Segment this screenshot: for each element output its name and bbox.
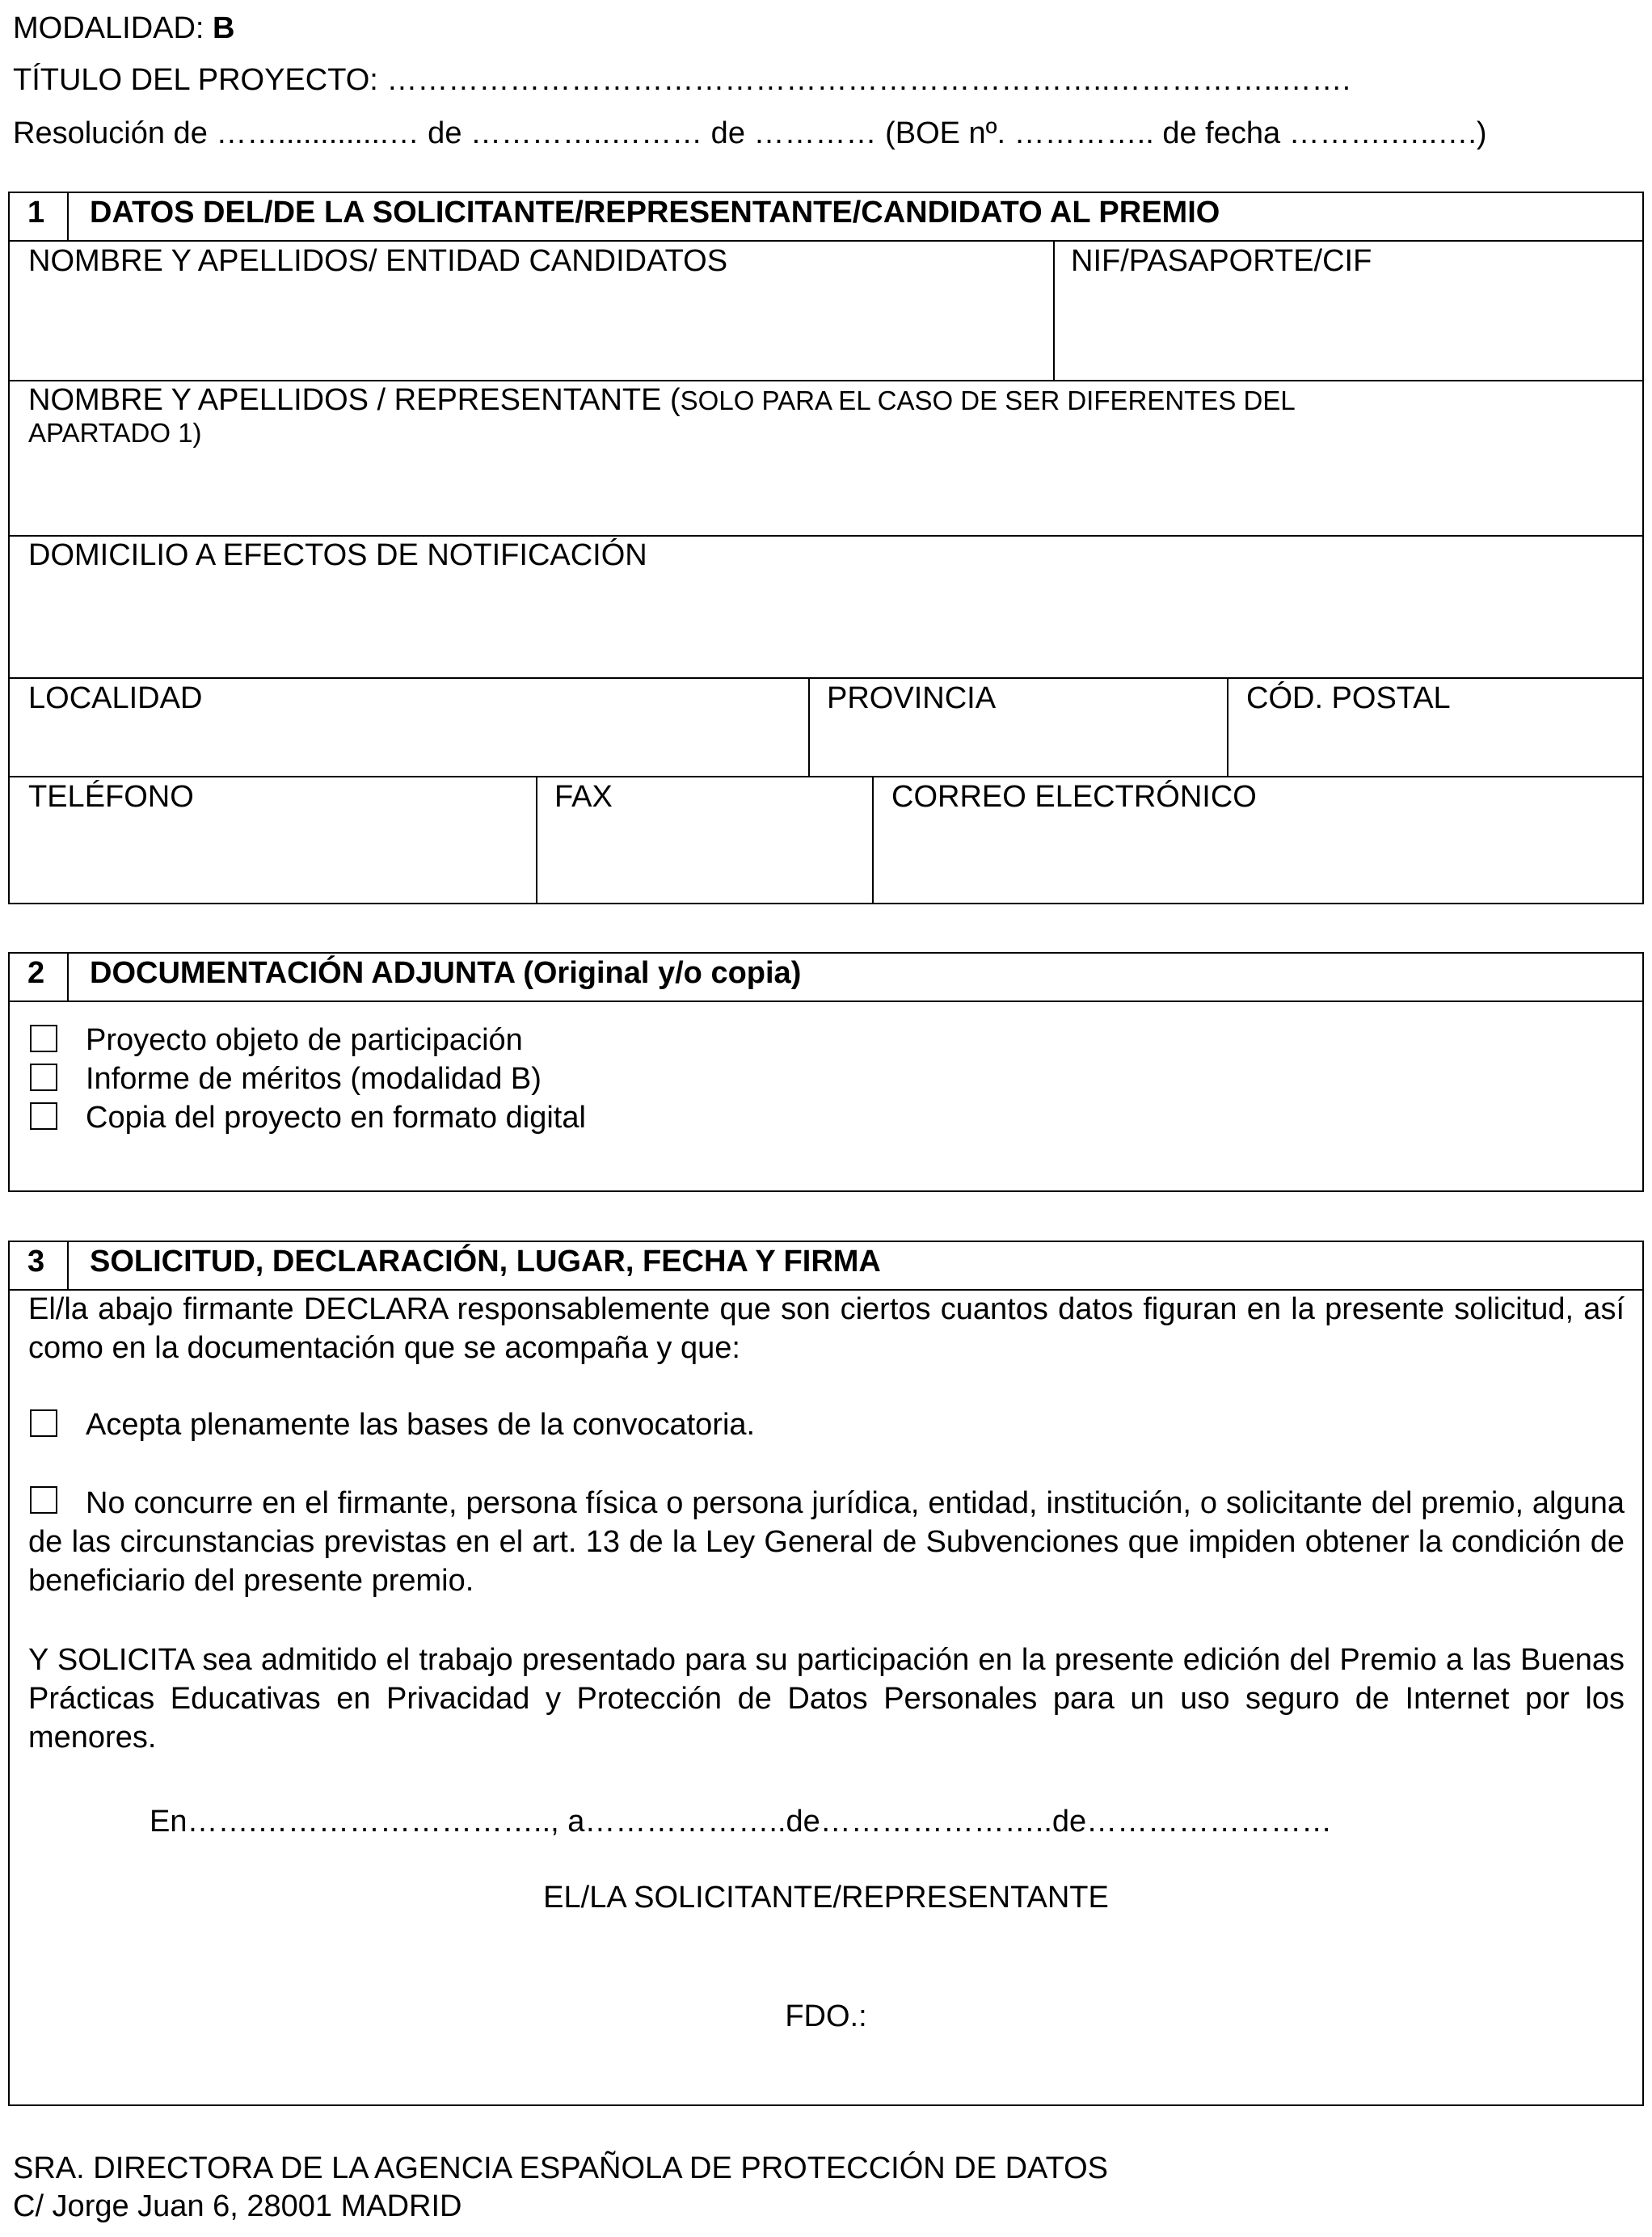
- acepta-bases-text: Acepta plenamente las bases de la convocatoria.: [86, 1408, 756, 1442]
- solicita-text: Y SOLICITA sea admitido el trabajo presentado para su participación en la presente edición del Premio a las Buenas Prácticas Educativas en Privacidad y Protección de Datos Personales para un uso seguro de Internet por los menores.: [28, 1643, 1625, 1755]
- fax-field[interactable]: FAX: [554, 780, 613, 814]
- section2-header-rule: [8, 1001, 1644, 1002]
- nombre-nif-divider: [1053, 240, 1055, 380]
- section3-num-divider: [67, 1241, 69, 1289]
- provincia-cp-divider: [1227, 677, 1228, 776]
- rule-after-domicilio: [8, 677, 1644, 679]
- no-concurre-text: No concurre en el firmante, persona física o persona jurídica, entidad, institución, o solicitante del premio, alguna de las circunstancias previstas en el art. 13 de la Ley General de Subvenciones que impiden obtener la condición de beneficiario del presente premio.: [28, 1486, 1625, 1598]
- firmante-label: EL/LA SOLICITANTE/REPRESENTANTE: [543, 1881, 1109, 1915]
- representante-note-2: APARTADO 1): [28, 418, 202, 448]
- modalidad-line: [13, 11, 235, 46]
- destinatario-line-2: C/ Jorge Juan 6, 28001 MADRID: [13, 2189, 462, 2223]
- firma-label: FDO.:: [785, 1999, 867, 2033]
- section3-title: SOLICITUD, DECLARACIÓN, LUGAR, FECHA Y FIRMA: [90, 1245, 881, 1279]
- rule-after-localidad: [8, 776, 1644, 777]
- section1-number: 1: [27, 196, 45, 230]
- section1-title: DATOS DEL/DE LA SOLICITANTE/REPRESENTANTE/CANDIDATO AL PREMIO: [90, 196, 1220, 230]
- nombre-field[interactable]: NOMBRE Y APELLIDOS/ ENTIDAD CANDIDATOS: [28, 244, 728, 278]
- declara-text: El/la abajo firmante DECLARA responsablemente que son ciertos cuantos datos figuran en la presente solicitud, así como en la documentación que se acompaña y que:: [28, 1292, 1625, 1365]
- fax-correo-divider: [872, 776, 874, 904]
- modalidad-label: MODALIDAD:: [13, 11, 213, 45]
- doc-item-proyecto: Proyecto objeto de participación: [86, 1023, 523, 1057]
- doc-item-informe-meritos: Informe de méritos (modalidad B): [86, 1062, 542, 1096]
- modalidad-value: B: [213, 11, 235, 45]
- representante-label: NOMBRE Y APELLIDOS / REPRESENTANTE (: [28, 383, 681, 417]
- cod-postal-field[interactable]: CÓD. POSTAL: [1246, 681, 1451, 715]
- lugar-fecha-line[interactable]: En…….……………………….., a………………..de…………………..de……………………: [150, 1805, 1333, 1839]
- checkbox-acepta-bases[interactable]: [30, 1409, 57, 1437]
- checkbox-informe-meritos[interactable]: [30, 1064, 57, 1091]
- section1-header-rule: [8, 240, 1644, 242]
- section1-num-divider: [67, 192, 69, 240]
- destinatario-line-1: SRA. DIRECTORA DE LA AGENCIA ESPAÑOLA DE PROTECCIÓN DE DATOS: [13, 2151, 1108, 2185]
- rule-after-representante: [8, 535, 1644, 537]
- representante-field[interactable]: [28, 383, 1629, 449]
- doc-item-copia-digital: Copia del proyecto en formato digital: [86, 1101, 586, 1135]
- domicilio-field[interactable]: DOMICILIO A EFECTOS DE NOTIFICACIÓN: [28, 538, 647, 572]
- titulo-proyecto-line: TÍTULO DEL PROYECTO: ……………………………………………………………..……………..…….: [13, 63, 1351, 97]
- checkbox-proyecto[interactable]: [30, 1025, 57, 1052]
- provincia-field[interactable]: PROVINCIA: [827, 681, 997, 715]
- section2-title: DOCUMENTACIÓN ADJUNTA (Original y/o copia): [90, 956, 802, 990]
- section3-number: 3: [27, 1245, 45, 1279]
- localidad-field[interactable]: LOCALIDAD: [28, 681, 203, 715]
- rule-after-nombre: [8, 380, 1644, 381]
- section2-num-divider: [67, 952, 69, 1001]
- telefono-field[interactable]: TELÉFONO: [28, 780, 194, 814]
- representante-note-1: SOLO PARA EL CASO DE SER DIFERENTES DEL: [680, 385, 1296, 415]
- checkbox-copia-digital[interactable]: [30, 1102, 57, 1130]
- section2-number: 2: [27, 956, 45, 990]
- resolucion-line: Resolución de …….............… de …………..……… de ………… (BOE nº. ………….. de fecha ……….…..….): [13, 116, 1487, 150]
- localidad-provincia-divider: [808, 677, 810, 776]
- nif-field[interactable]: NIF/PASAPORTE/CIF: [1071, 244, 1372, 278]
- telefono-fax-divider: [536, 776, 537, 904]
- correo-field[interactable]: CORREO ELECTRÓNICO: [891, 780, 1257, 814]
